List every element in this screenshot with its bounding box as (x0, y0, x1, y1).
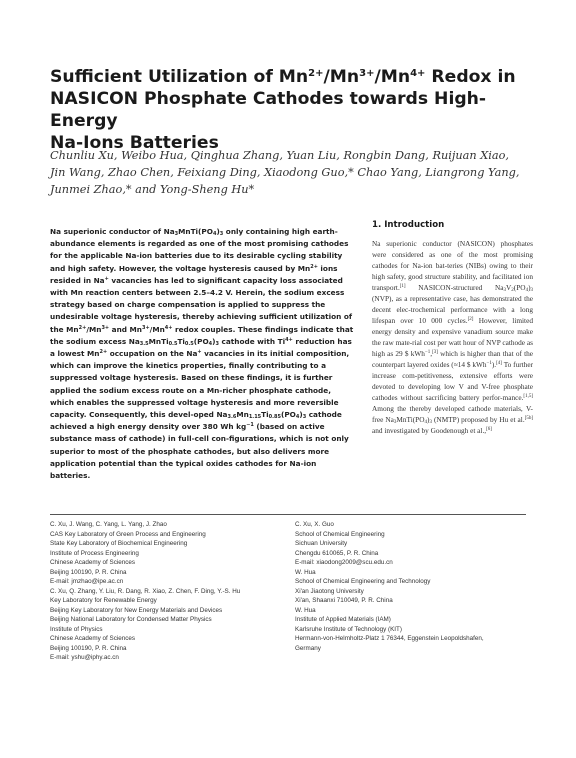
affiliation-line: School of Chemical Engineering and Technology (295, 578, 431, 585)
reference-marker[interactable]: [3] (432, 350, 438, 355)
title-superscript: 4+ (410, 68, 426, 79)
reference-marker[interactable]: [2] (467, 317, 474, 322)
affiliation-line: CAS Key Laboratory of Green Process and Engineering (50, 530, 206, 538)
introduction-text: Na superionic conductor (NASICON) phosphates were considered as one of the most promising cathodes for Na-ion bat-teries (NIBs) owing to their high safety, good structure stability, and facilitated ion transport.[1] NASICON-structured $Na_3V_2(PO_4)_3$ (NVP), as a representative case, has demonstrated the decent elec-trochemical performance with a long lifespan over 10 000 cycles.[2] However, limited energy density and expensive vanadium source make the raw mate-rial cost per watt hour of NVP cathode as high as 29 $ kWh$^{-1}$,[3] which is higher than that of the counterpart layered oxides (≈14 $ kWh$^{-1}$).[4] To further increase com-petitiveness, extensive efforts were devoted to developing low V and V-free phosphate cathodes without sacrificing battery perfor-mance.[1,5] Among the thereby developed cathode materials, V-free $Na_3MnTi(PO_4)_3$ (NMTP) proposed by Hu et al.[5b] and investigated by Goodenough et al.,[6] (372, 239, 533, 435)
section-heading-introduction: 1. Introduction (372, 220, 445, 230)
affiliation-line: Institute of Applied Materials (IAM) (295, 616, 391, 623)
abstract: Na superionic conductor of $Na_3MnTi(PO_4)_3$ only containing high earth-abundance elements is regarded as one of the most promising cathodes for the applicable Na-ion batteries due to its desirable cycling stability and high safety. However, the voltage hysteresis caused by $Mn^{2+}$ ions resided in Na+ vacancies has led to significant capacity loss associated with Mn reaction centers between 2.5–4.2 V. Herein, the sodium excess strategy based on charge compensation is applied to suppress the undesirable voltage hysteresis, thereby achieving sufficient utilization of the $Mn^{2+}/Mn^{3+}$ and $Mn^{3+}/Mn^{4+}$ redox couples. These findings indicate that the sodium excess $Na_{3.5}MnTi_{0.5}Ti_{0.5}(PO_4)_3$ cathode with $Ti^{4+}$ reduction has a lowest $Mn^{2+}$ occupation on the Na+ vacancies in its initial composition, which can improve the kinetics properties, finally contributing to a suppressed voltage hysteresis. Based on these findings, it is further applied the sodium excess route on a Mn-richer phosphate cathode, which enables the suppressed voltage hysteresis and more reversible capacity. Consequently, this devel-oped $Na_{3.6}Mn_{1.15}Ti_{0.85}(PO_4)_3$ cathode achieved a high energy density over 380 Wh $kg^{-1}$ (based on active substance mass of cathode) in full-cell con-figurations, which is not only superior to most of the phosphate cathodes, but also delivers more application potential than the typical oxides cathodes for Na-ion batteries. (50, 227, 354, 481)
affiliation-line: State Key Laboratory of Biochemical Engineering (50, 540, 188, 547)
affiliation-line: School of Chemical Engineering (295, 530, 385, 538)
title-text: Redox in (425, 67, 516, 87)
email-link[interactable]: E-mail: xiaodong2009@scu.edu.cn (295, 559, 393, 566)
affiliation-line: Institute of Process Engineering (50, 549, 139, 557)
affiliation-line: Xi'an Jiaotong University (295, 587, 364, 595)
footnote-divider (50, 514, 526, 515)
author-list (50, 147, 540, 198)
affiliations-right (295, 520, 535, 653)
affiliation-line: C. Xu, Q. Zhang, Y. Liu, R. Dang, R. Xiao, Z. Chen, F. Ding, Y.-S. Hu (50, 587, 241, 595)
email-link[interactable]: E-mail: yshu@iphy.ac.cn (50, 654, 119, 661)
title-superscript: 2+ (308, 68, 324, 79)
title-text: Sufficient Utilization of Mn (50, 67, 309, 87)
affiliation-line: Germany (295, 644, 321, 652)
affiliation-line: Beijing 100190, P. R. China (50, 568, 127, 576)
reference-marker[interactable]: [1] (399, 284, 406, 289)
title-text: /Mn (323, 67, 360, 87)
affiliation-line: Chengdu 610065, P. R. China (295, 549, 379, 557)
author-line: Chunliu Xu, Weibo Hua, Qinghua Zhang, Yuan Liu, Rongbin Dang, Ruijuan Xiao, (50, 149, 510, 162)
author-line: Junmei Zhao,* and Yong-Sheng Hu* (50, 183, 255, 196)
title-line: NASICON Phosphate Cathodes towards High-Energy (50, 89, 487, 131)
affiliation-line: Beijing 100190, P. R. China (50, 644, 127, 652)
title-line: Na-Ions Batteries (50, 133, 219, 153)
title-text: /Mn (374, 67, 411, 87)
affiliation-line: W. Hua (295, 568, 316, 576)
affiliation-line: Xi'an, Shaanxi 710049, P. R. China (295, 597, 393, 604)
affiliation-line: Sichuan University (295, 540, 348, 547)
affiliation-line: Beijing Key Laboratory for New Energy Materials and Devices (50, 606, 223, 614)
affiliation-line: C. Xu, J. Wang, C. Yang, L. Yang, J. Zhao (50, 521, 167, 528)
affiliation-line: Hermann-von-Helmholtz-Platz 1 76344, Eggenstein Leopoldshafen, (295, 635, 484, 642)
author-line: Jin Wang, Zhao Chen, Feixiang Ding, Xiaodong Guo,* Chao Yang, Liangrong Yang, (50, 166, 520, 179)
reference-marker[interactable]: [1,5] (523, 394, 533, 399)
affiliation-line: Chinese Academy of Sciences (50, 559, 136, 566)
affiliation-line: C. Xu, X. Guo (295, 521, 334, 528)
email-link[interactable]: E-mail: jmzhao@ipe.ac.cn (50, 578, 124, 585)
reference-marker[interactable]: [5b] (524, 416, 533, 421)
reference-marker[interactable]: [6] (486, 427, 492, 432)
article-title (50, 66, 520, 154)
affiliation-line: Chinese Academy of Sciences (50, 635, 136, 642)
affiliations-left (50, 520, 280, 663)
affiliation-line: W. Hua (295, 606, 316, 614)
affiliation-line: Beijing National Laboratory for Condensed Matter Physics (50, 616, 212, 623)
affiliation-line: Karlsruhe Institute of Technology (KIT) (295, 625, 402, 633)
affiliation-line: Key Laboratory for Renewable Energy (50, 597, 157, 604)
title-superscript: 3+ (359, 68, 375, 79)
reference-marker[interactable]: [4] (496, 361, 502, 366)
affiliation-line: Institute of Physics (50, 625, 103, 633)
